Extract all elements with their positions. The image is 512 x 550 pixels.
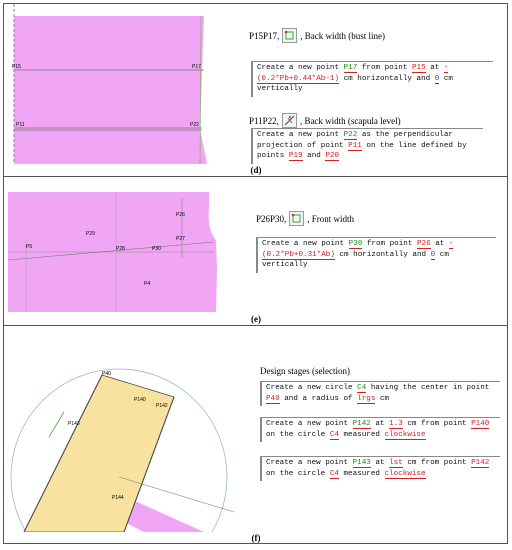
command-f-1 bbox=[260, 381, 500, 406]
cmd-text: measured bbox=[343, 430, 380, 439]
svg-text:P4: P4 bbox=[144, 281, 151, 287]
direction: clockwise bbox=[384, 430, 426, 439]
caption-d-1 bbox=[249, 28, 385, 43]
svg-text:P27: P27 bbox=[176, 236, 185, 242]
cmd-text: cm vertically bbox=[257, 74, 453, 93]
cmd-text: from point bbox=[366, 240, 413, 248]
command-d-1 bbox=[251, 61, 493, 97]
svg-text:P28: P28 bbox=[116, 246, 125, 252]
formula: -(0.2*Pb+0.44*Ab-1) bbox=[257, 64, 449, 83]
caption-text: , Back width (bust line) bbox=[300, 30, 386, 41]
svg-text:P15: P15 bbox=[12, 64, 21, 70]
panel-label-d: (d) bbox=[250, 165, 262, 175]
cmd-text: having the center in point bbox=[370, 384, 490, 392]
cmd-text: at bbox=[375, 459, 385, 467]
point-name: P17 bbox=[343, 64, 358, 72]
pattern-drawing-d bbox=[4, 4, 234, 164]
pattern-d-svg bbox=[4, 4, 234, 164]
caption-text: , Back width (scapula level) bbox=[299, 115, 401, 126]
cmd-text: and a radius of bbox=[284, 394, 353, 403]
cmd-text: cm from point bbox=[407, 459, 467, 467]
command-d-2 bbox=[251, 128, 483, 164]
command-e bbox=[256, 237, 496, 273]
panel-separator bbox=[3, 176, 508, 177]
panel-label-f: (f) bbox=[251, 533, 261, 543]
circle-name: C4 bbox=[357, 384, 367, 392]
svg-text:P11: P11 bbox=[16, 122, 25, 128]
cmd-text: and bbox=[307, 152, 321, 160]
cmd-text: on the circle bbox=[266, 430, 326, 439]
perpendicular-tool-icon bbox=[282, 113, 297, 128]
point-name: P142 bbox=[471, 459, 490, 467]
panel-label-e: (e) bbox=[251, 314, 261, 324]
cmd-text: at bbox=[375, 420, 385, 428]
svg-text:P29: P29 bbox=[86, 231, 95, 237]
command-f-3 bbox=[260, 456, 500, 481]
cmd-text: on the circle bbox=[266, 469, 326, 478]
cmd-text: from point bbox=[361, 64, 408, 72]
cmd-text: at bbox=[430, 64, 440, 72]
cmd-text: cm horizontally and bbox=[343, 74, 431, 83]
point-name: P30 bbox=[348, 240, 363, 248]
panel-separator bbox=[3, 325, 508, 326]
point-name: P40 bbox=[266, 394, 280, 403]
svg-text:P144: P144 bbox=[112, 495, 124, 501]
cmd-text: Create a new point bbox=[257, 64, 340, 72]
value: lrgs bbox=[357, 394, 376, 403]
point-name: P143 bbox=[352, 459, 371, 467]
point-name: P15 bbox=[411, 64, 426, 72]
cmd-text: cm bbox=[379, 394, 390, 403]
point-name: P20 bbox=[325, 152, 340, 160]
svg-text:P30: P30 bbox=[152, 246, 161, 252]
svg-text:P26: P26 bbox=[176, 212, 185, 218]
value: 1.3 bbox=[389, 420, 403, 428]
cmd-text: cm horizontally and bbox=[339, 250, 427, 259]
value: lst bbox=[389, 459, 403, 467]
caption-ref: P11P22, bbox=[249, 115, 279, 126]
point-tool-icon bbox=[282, 28, 297, 43]
command-f-2 bbox=[260, 417, 500, 442]
cmd-text: as the perpendicular projection of point bbox=[257, 131, 453, 150]
value: 0 bbox=[430, 250, 436, 259]
point-name: P11 bbox=[348, 141, 362, 150]
caption-ref: P26P30, bbox=[256, 213, 287, 224]
cmd-text: Create a new point bbox=[266, 459, 349, 467]
svg-text:P140: P140 bbox=[134, 397, 146, 403]
cmd-text: Create a new point bbox=[262, 240, 345, 248]
svg-text:P40: P40 bbox=[102, 371, 111, 377]
pattern-f-svg bbox=[4, 327, 244, 532]
point-name: P22 bbox=[343, 131, 358, 139]
cmd-text: at bbox=[435, 240, 445, 248]
svg-text:P143: P143 bbox=[68, 421, 80, 427]
caption-d-2 bbox=[249, 113, 401, 128]
svg-text:P22: P22 bbox=[190, 122, 199, 128]
formula: -(0.2*Pb+0.31*Ab) bbox=[262, 240, 454, 259]
cmd-text: Create a new circle bbox=[266, 384, 353, 392]
circle-name: C4 bbox=[329, 430, 339, 439]
svg-text:P142: P142 bbox=[156, 403, 168, 409]
cmd-text: Create a new point bbox=[266, 420, 349, 428]
caption-ref: P15P17, bbox=[249, 30, 280, 41]
point-name: P140 bbox=[471, 420, 490, 428]
caption-text: , Front width bbox=[307, 213, 355, 224]
point-name: P142 bbox=[352, 420, 371, 428]
cmd-text: Create a new point bbox=[257, 131, 340, 139]
pattern-e-svg bbox=[4, 178, 232, 312]
caption-text: Design stages (selection) bbox=[260, 366, 350, 376]
value: 0 bbox=[434, 74, 440, 83]
direction: clockwise bbox=[384, 469, 426, 478]
svg-text:P5: P5 bbox=[26, 244, 33, 250]
svg-text:P17: P17 bbox=[192, 64, 201, 70]
caption-e bbox=[256, 211, 354, 226]
point-name: P26 bbox=[416, 240, 431, 248]
cmd-text: cm from point bbox=[407, 420, 467, 428]
pattern-drawing-f bbox=[4, 327, 244, 532]
circle-name: C4 bbox=[329, 469, 339, 478]
cmd-text: on the line defined by points bbox=[257, 141, 467, 160]
caption-f bbox=[260, 366, 350, 376]
point-tool-icon bbox=[289, 211, 304, 226]
pattern-drawing-e bbox=[4, 178, 232, 312]
point-name: P19 bbox=[288, 152, 303, 160]
cmd-text: measured bbox=[343, 469, 380, 478]
cmd-text: cm vertically bbox=[262, 250, 449, 269]
